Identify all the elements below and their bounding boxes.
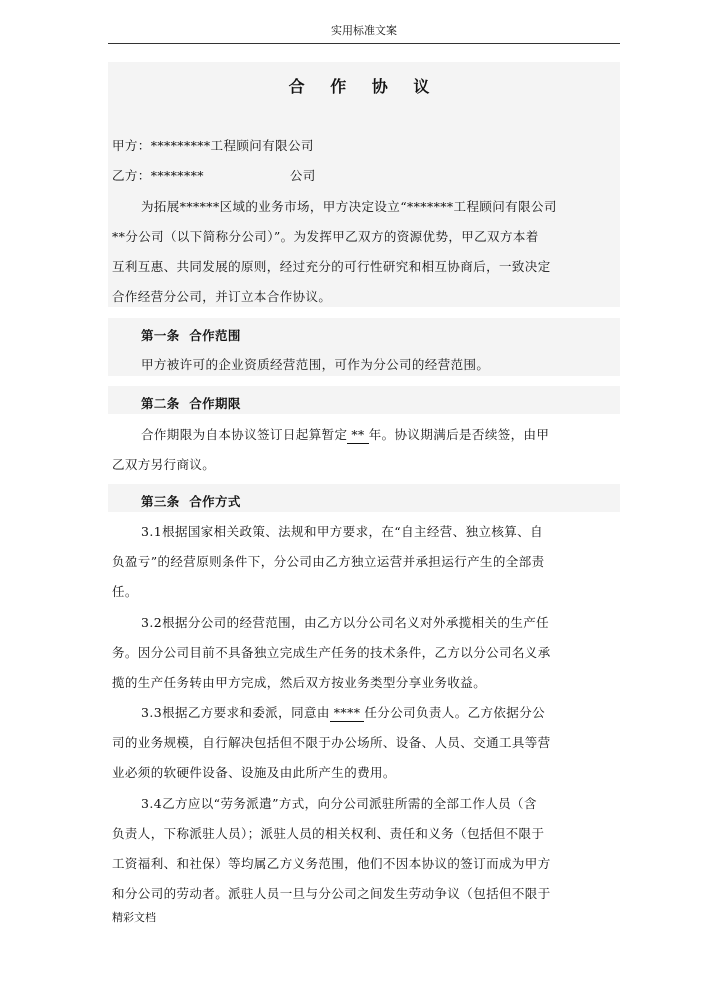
clause-3-3-line xyxy=(141,705,545,722)
clause-3-4-line: 负责人，下称派驻人员）；派驻人员的相关权利、责任和义务（包括但不限于 xyxy=(112,826,545,841)
clause-3-2-line: 务。因分公司目前不具备独立完成生产任务的技术条件，乙方以分公司名义承 xyxy=(112,645,551,660)
page-footer: 精彩文档 xyxy=(112,911,156,924)
intro-line: 互利互惠、共同发展的原则，经过充分的可行性研究和相互协商后，一致决定 xyxy=(112,259,551,274)
term-years-blank: ** xyxy=(347,427,368,444)
clause-3-4-line: 3.4乙方应以“劳务派遣”方式，向分公司派驻所需的全部工作人员（含 xyxy=(141,796,537,811)
page-header: 实用标准文案 xyxy=(331,24,397,37)
clause-3-3-line: 司的业务规模，自行解决包括但不限于办公场所、设备、人员、交通工具等营 xyxy=(112,735,551,750)
party-b-line xyxy=(112,168,316,184)
article-1-body: 甲方被许可的企业资质经营范围，可作为分公司的经营范围。 xyxy=(141,357,490,372)
intro-line: 合作经营分公司，并订立本合作协议。 xyxy=(112,289,332,304)
article-2-line-1 xyxy=(141,427,549,444)
clause-3-4-line: 工资福利、和社保）等均属乙方义务范围，他们不因本协议的签订而成为甲方 xyxy=(112,856,551,871)
clause-3-1-line: 3.1根据国家相关政策、法规和甲方要求，在“自主经营、独立核算、自 xyxy=(141,524,543,539)
article-2-text-b: 年。协议期满后是否续签，由甲 xyxy=(368,427,550,442)
manager-name-blank: **** xyxy=(330,705,365,722)
intro-line: 为拓展******区域的业务市场，甲方决定设立“*******工程顾问有限公司 xyxy=(141,199,557,214)
document-title: 合 作 协 议 xyxy=(288,77,440,96)
party-a-line: 甲方：*********工程顾问有限公司 xyxy=(112,138,314,153)
clause-3-3-text-b: 任分公司负责人。乙方依据分公 xyxy=(364,705,545,720)
article-1-heading: 第一条 合作范围 xyxy=(141,328,241,343)
party-b-suffix: 公司 xyxy=(289,168,316,183)
header-divider xyxy=(108,43,620,44)
clause-3-2-line: 揽的生产任务转由甲方完成，然后双方按业务类型分享业务收益。 xyxy=(112,675,487,690)
clause-3-1-line: 负盈亏”的经营原则条件下，分公司由乙方独立运营并承担运行产生的全部责 xyxy=(112,554,545,569)
clause-3-3-line: 业必须的软硬件设备、设施及由此所产生的费用。 xyxy=(112,765,396,780)
party-b-name: 乙方：******** xyxy=(112,168,204,183)
article-2-heading: 第二条 合作期限 xyxy=(141,396,241,411)
clause-3-1-line: 任。 xyxy=(112,584,138,599)
article-2-line-2: 乙双方另行商议。 xyxy=(112,457,216,472)
article-2-text-a: 合作期限为自本协议签订日起算暂定 xyxy=(141,427,348,442)
article-3-heading: 第三条 合作方式 xyxy=(141,494,241,509)
clause-3-3-text-a: 3.3根据乙方要求和委派，同意由 xyxy=(141,705,330,720)
clause-3-4-line: 和分公司的劳动者。派驻人员一旦与分公司之间发生劳动争议（包括但不限于 xyxy=(112,886,551,901)
clause-3-2-line: 3.2根据分公司的经营范围，由乙方以分公司名义对外承揽相关的生产任 xyxy=(141,615,550,630)
intro-line: **分公司（以下简称分公司）”。为发挥甲乙双方的资源优势，甲乙双方本着 xyxy=(112,229,539,244)
